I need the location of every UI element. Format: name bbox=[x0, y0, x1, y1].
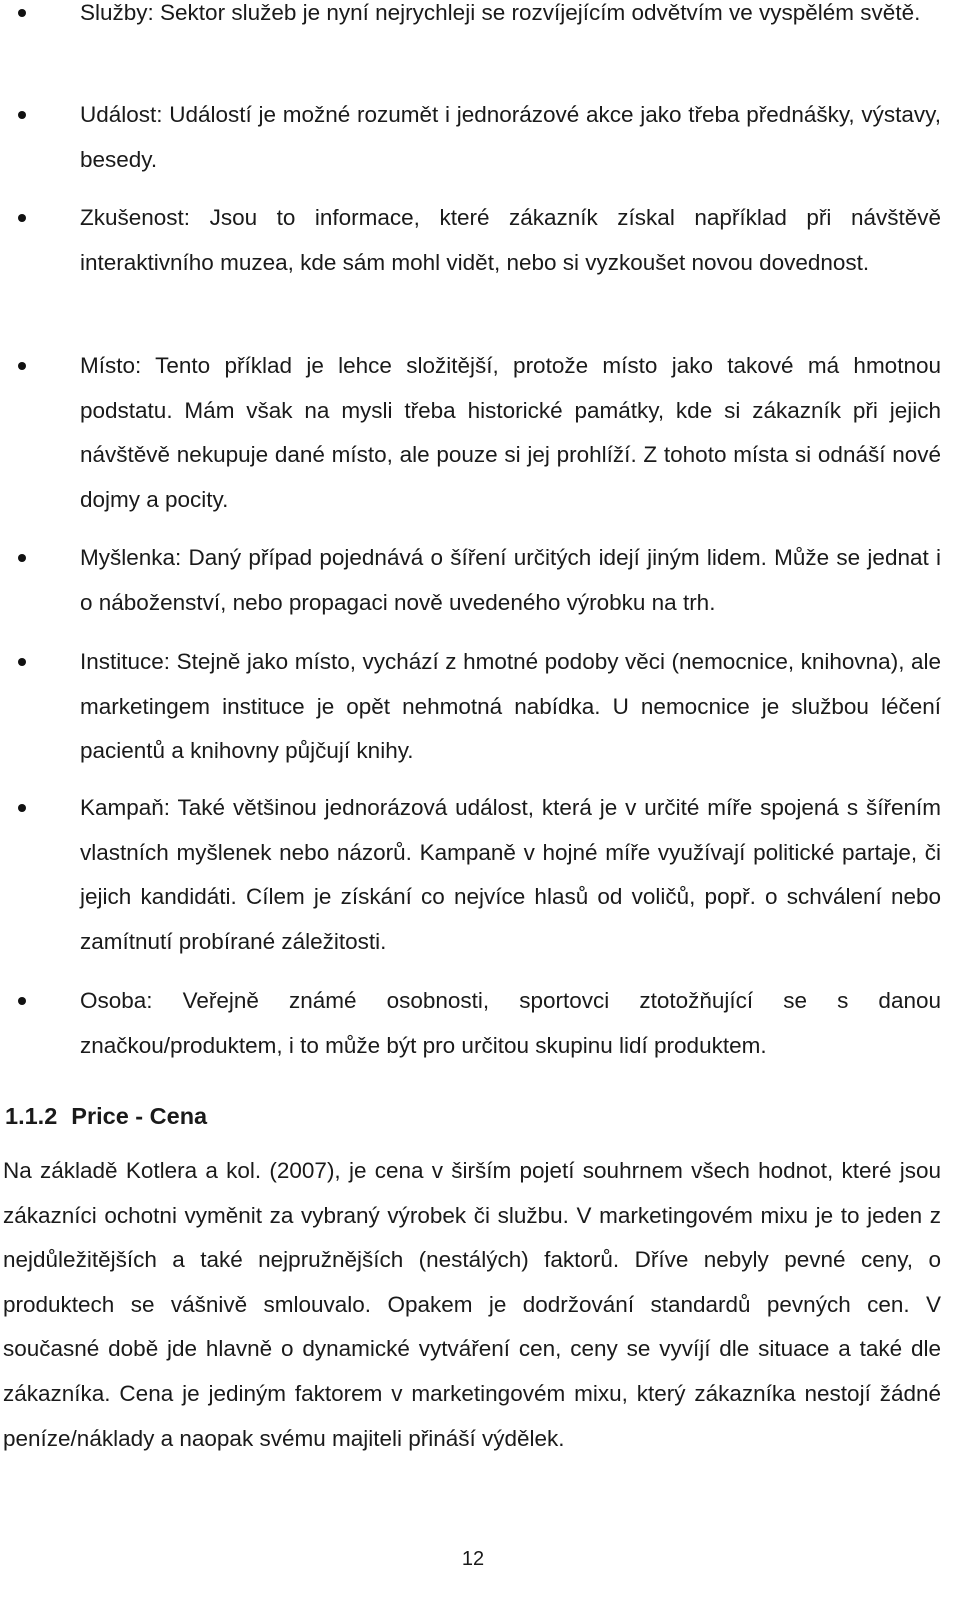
list-item-text: Místo: Tento příklad je lehce složitější, protože místo jako takové má hmotnou podstatu. Mám však na mysli třeba historické památky, kde si zákazník při jejich návštěvě nekupuje dané místo, ale pouze si jej prohlíží. Z tohoto místa si odnáší nové dojmy a pocity. bbox=[80, 353, 941, 512]
list-item bbox=[80, 0, 941, 36]
list-item-text: Služby: Sektor služeb je nyní nejrychleji se rozvíjejícím odvětvím ve vyspělém světě. bbox=[80, 0, 921, 25]
bullet-icon bbox=[18, 214, 26, 222]
list-item bbox=[80, 786, 941, 964]
list-item-text: Myšlenka: Daný případ pojednává o šíření určitých idejí jiným lidem. Může se jednat i o náboženství, nebo propagaci nově uvedeného výrobku na trh. bbox=[80, 545, 941, 615]
section-title: Price - Cena bbox=[71, 1103, 208, 1129]
bullet-icon bbox=[18, 804, 26, 812]
bullet-icon bbox=[18, 658, 26, 666]
list-item-text: Kampaň: Také většinou jednorázová událost, která je v určité míře spojená s šířením vlastních myšlenek nebo názorů. Kampaně v hojné míře využívají politické partaje, či jejich kandidáti. Cílem je získání co nejvíce hlasů od voličů, popř. o schválení nebo zamítnutí probírané záležitosti. bbox=[80, 795, 941, 954]
section-heading bbox=[5, 1096, 207, 1136]
bullet-icon bbox=[18, 362, 26, 370]
list-item-text: Instituce: Stejně jako místo, vychází z hmotné podoby věci (nemocnice, knihovna), ale marketingem instituce je opět nehmotná nabídka. U nemocnice je službou léčení pacientů a knihovny půjčují knihy. bbox=[80, 649, 941, 763]
bullet-icon bbox=[18, 554, 26, 562]
list-item-text: Událost: Událostí je možné rozumět i jednorázové akce jako třeba přednášky, výstavy, besedy. bbox=[80, 102, 941, 172]
bullet-icon bbox=[18, 9, 26, 17]
section-number: 1.1.2 bbox=[5, 1103, 58, 1129]
list-item-text: Zkušenost: Jsou to informace, které zákazník získal například při návštěvě interaktivního muzea, kde sám mohl vidět, nebo si vyzkoušet novou dovednost. bbox=[80, 205, 941, 275]
page-number: 12 bbox=[461, 1548, 485, 1570]
list-item bbox=[80, 536, 941, 625]
list-item bbox=[80, 196, 941, 285]
list-item bbox=[80, 93, 941, 182]
list-item bbox=[80, 979, 941, 1068]
body-paragraph: Na základě Kotlera a kol. (2007), je cena v širším pojetí souhrnem všech hodnot, které jsou zákazníci ochotni vyměnit za vybraný výrobek či službu. V marketingovém mixu je to jeden z nejdůležitějších a také nejpružnějších (nestálých) faktorů. Dříve nebyly pevné ceny, o produktech se vášnivě smlouvalo. Opakem je dodržování standardů pevných cen. V současné době jde hlavně o dynamické vytváření cen, ceny se vyvíjí dle situace a také dle zákazníka. Cena je jediným faktorem v marketingovém mixu, který zákazníka nestojí žádné peníze/náklady a naopak svému majiteli přináší výdělek. bbox=[3, 1158, 941, 1451]
list-item-text: Osoba: Veřejně známé osobnosti, sportovci ztotožňující se s danou značkou/produktem, i to může být pro určitou skupinu lidí produktem. bbox=[80, 988, 941, 1058]
bullet-icon bbox=[18, 111, 26, 119]
list-item bbox=[80, 640, 941, 774]
list-item bbox=[80, 344, 941, 522]
bullet-icon bbox=[18, 997, 26, 1005]
